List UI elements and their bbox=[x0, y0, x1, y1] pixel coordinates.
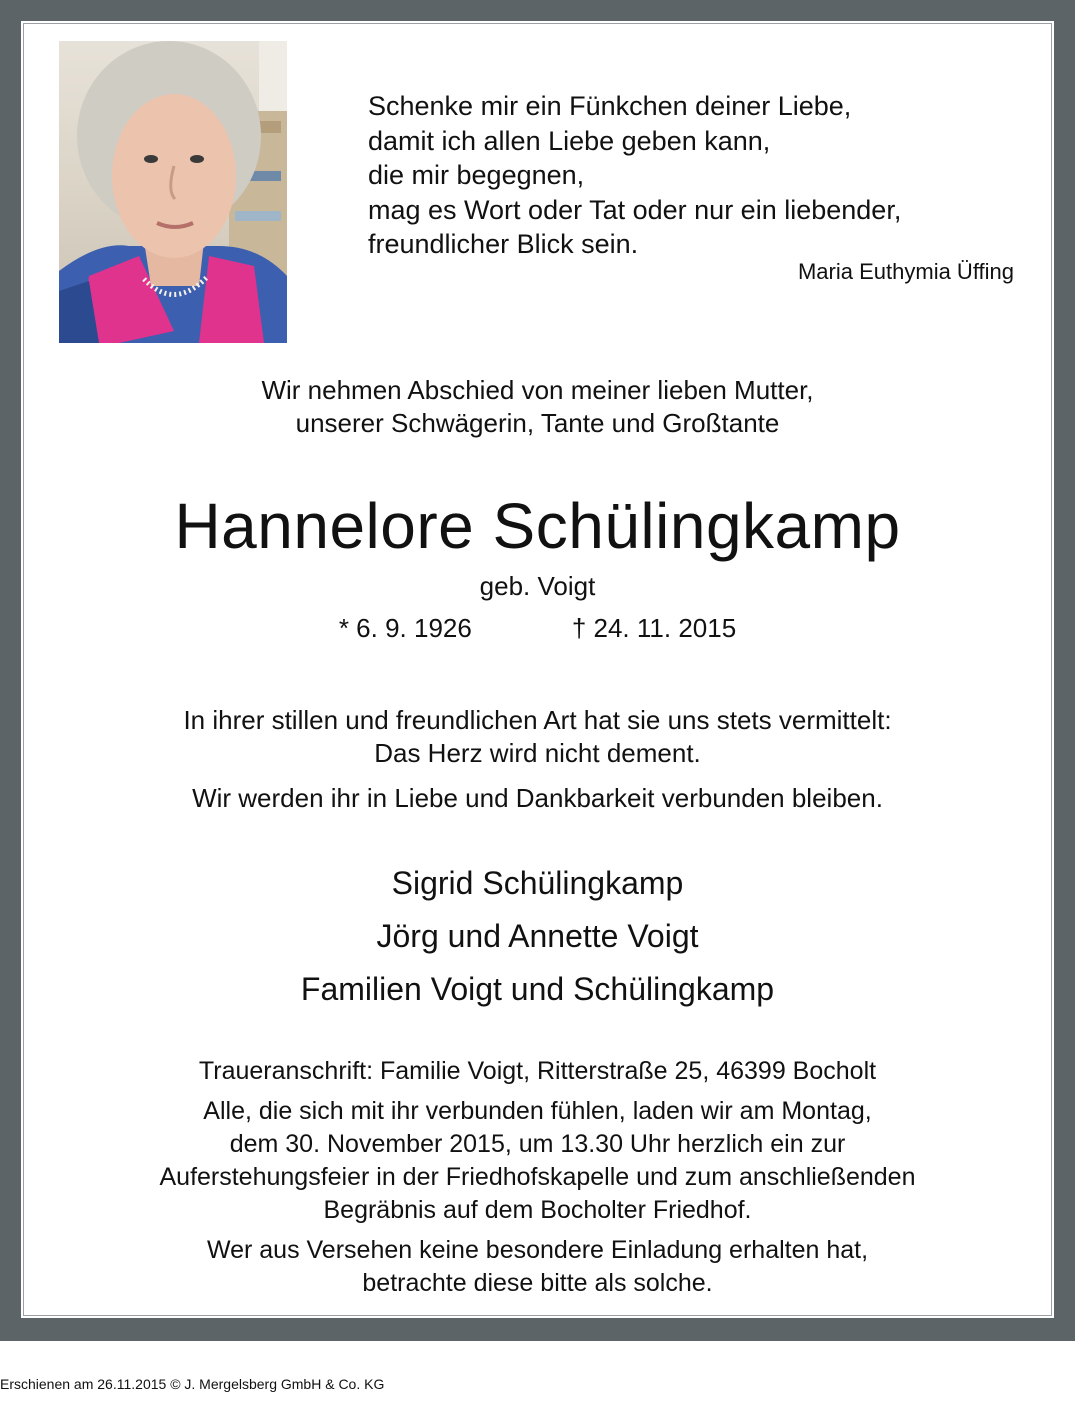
death-date: † 24. 11. 2015 bbox=[571, 613, 737, 643]
funeral-details bbox=[21, 1095, 1054, 1227]
remembrance-quote bbox=[21, 704, 1054, 770]
portrait-photo bbox=[59, 41, 287, 343]
funeral-line: Alle, die sich mit ihr verbunden fühlen, laden wir am Montag, bbox=[203, 1097, 872, 1125]
poem-line: damit ich allen Liebe geben kann, bbox=[368, 125, 771, 156]
deceased-name: Hannelore Schülingkamp bbox=[174, 490, 901, 562]
mourner: Jörg und Annette Voigt bbox=[376, 918, 699, 954]
invite-line: Wer aus Versehen keine besondere Einladung erhalten hat, bbox=[206, 1236, 869, 1264]
poem bbox=[368, 89, 1008, 262]
intro-line: Wir nehmen Abschied von meiner lieben Mutter, bbox=[261, 375, 814, 405]
invitation-note bbox=[21, 1234, 1054, 1300]
quote-line: In ihrer stillen und freundlichen Art hat sie uns stets vermittelt: bbox=[183, 705, 892, 735]
intro-line: unserer Schwägerin, Tante und Großtante bbox=[295, 408, 780, 438]
mourner: Sigrid Schülingkamp bbox=[391, 865, 684, 901]
mourner: Familien Voigt und Schülingkamp bbox=[300, 971, 775, 1007]
funeral-line: dem 30. November 2015, um 13.30 Uhr herzlich ein zur bbox=[229, 1130, 846, 1158]
poem-line: die mir begegnen, bbox=[368, 160, 585, 191]
quote-line: Das Herz wird nicht dement. bbox=[374, 738, 701, 768]
farewell-intro bbox=[21, 374, 1054, 440]
poem-line: freundlicher Blick sein. bbox=[368, 229, 639, 260]
poem-author: Maria Euthymia Üffing bbox=[797, 259, 1014, 284]
mourning-address: Traueranschrift: Familie Voigt, Ritterstraße 25, 46399 Bocholt bbox=[198, 1057, 877, 1085]
funeral-line: Begräbnis auf dem Bocholter Friedhof. bbox=[323, 1196, 752, 1224]
birth-name: geb. Voigt bbox=[479, 571, 596, 601]
mourners-list bbox=[21, 857, 1054, 1016]
remembrance-bond: Wir werden ihr in Liebe und Dankbarkeit verbunden bleiben. bbox=[192, 783, 883, 813]
obituary-card bbox=[19, 19, 1056, 1320]
funeral-line: Auferstehungsfeier in der Friedhofskapelle und zum anschließenden bbox=[159, 1163, 916, 1191]
life-dates bbox=[21, 612, 1054, 644]
poem-line: mag es Wort oder Tat oder nur ein liebender, bbox=[368, 194, 902, 225]
publication-footer: Erschienen am 26.11.2015 © J. Mergelsberg GmbH & Co. KG bbox=[0, 1376, 385, 1392]
birth-date: * 6. 9. 1926 bbox=[338, 613, 472, 643]
invite-line: betrachte diese bitte als solche. bbox=[362, 1269, 713, 1297]
poem-line: Schenke mir ein Fünkchen deiner Liebe, bbox=[368, 91, 852, 121]
